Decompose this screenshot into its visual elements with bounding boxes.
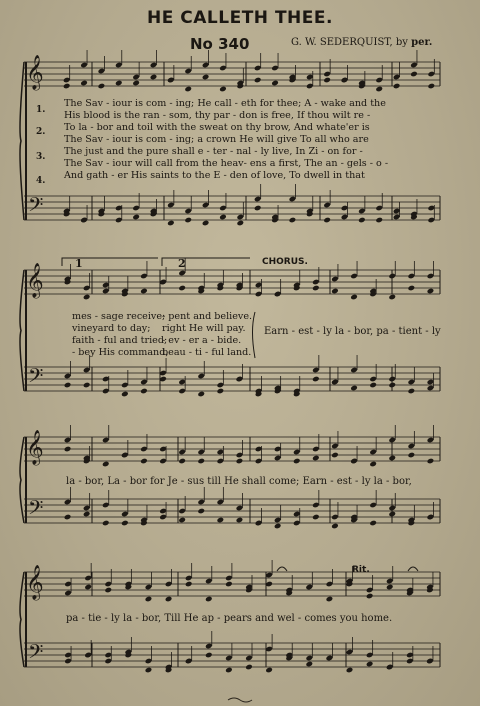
system-4-bass-clef-icon: 𝄢 [28, 640, 44, 668]
verse-number-1: 1. [36, 105, 46, 115]
lyric-line-5: The just and the pure shall e - ter - nal - ly live, In Zi - on for - [64, 146, 363, 157]
system-3-treble-clef-icon: 𝄞 [26, 430, 44, 465]
system-1-bass-note [289, 217, 297, 224]
system-2-bass-note [312, 376, 320, 383]
system-1-treble-note [184, 86, 192, 93]
system-2-treble-clef-icon: 𝄞 [26, 263, 44, 298]
system-2-treble-note [408, 285, 416, 292]
ending2-line-2: right He will pay. [162, 323, 246, 334]
hymn-number: No 340 [190, 35, 250, 53]
system-1-bass-note [219, 214, 227, 221]
flourish-ornament [228, 698, 252, 702]
system-4-treble-note [104, 587, 112, 594]
system-1-treble-note [63, 83, 71, 90]
system-1-treble-note [202, 74, 210, 81]
chorus-label: CHORUS. [262, 257, 308, 267]
system-1-bass-clef-icon: 𝄢 [28, 193, 44, 221]
system-2-bass-clef-icon: 𝄢 [28, 364, 44, 392]
system-1-treble-note [428, 83, 436, 90]
verse-number-3: 3. [36, 152, 46, 162]
system-3-treble-note [331, 452, 339, 459]
composer-per: per. [411, 37, 433, 48]
system-1-bass-note [237, 220, 245, 227]
system-1-bass-note [132, 214, 140, 221]
system-3-treble-note [427, 458, 435, 465]
system-3-bass-note [178, 517, 186, 524]
lyric-line-3: To la - bor and toil with the sweat on thy brow, And whate'er is [64, 122, 370, 133]
system-1-treble-note [98, 83, 106, 90]
system-1-treble-note [254, 77, 262, 84]
verse-number-4: 4. [36, 176, 46, 186]
system-1-treble-note [80, 80, 88, 87]
system-1-bass-note [323, 217, 331, 224]
system-4-treble-note [386, 584, 394, 591]
system-1-treble-note [219, 86, 227, 93]
system-3-treble-note [312, 455, 320, 462]
lyric-line-7: And gath - er His saints to the E - den of love, To dwell in that [64, 170, 365, 181]
system-4-bass-note [145, 667, 153, 674]
ending2-line-4: beau - ti - ful land. [162, 347, 252, 358]
system-4-bass-note [366, 661, 374, 668]
system-2-bass-note [369, 382, 377, 389]
system-1-treble-clef-icon: 𝄞 [26, 55, 44, 90]
fermata-icon [277, 567, 287, 571]
system-2-bass-note [140, 388, 148, 395]
system-1-brace [20, 62, 24, 220]
system-4-treble-clef-icon: 𝄞 [26, 565, 44, 600]
ending1-line-3: faith - ful and tried; [72, 335, 168, 346]
system-2-bass-note [217, 388, 225, 395]
system-3-bass-note [197, 508, 205, 515]
system-3-treble-note [369, 461, 377, 468]
system-1-bass-note [375, 217, 383, 224]
system-2-treble-note [312, 285, 320, 292]
system-2-bass-note [121, 391, 129, 398]
system-1-treble-note [115, 80, 123, 87]
lyric-line-2: His blood is the ran - som, thy par - don is free, If thou wilt re - [64, 110, 371, 121]
system-4-bass-note [306, 661, 314, 668]
system-2-brace [20, 270, 24, 391]
chorus-lyric-3: pa - tie - ly la - bor, Till He ap - pears and wel - comes you home. [66, 613, 393, 624]
system-1-bass-note [202, 220, 210, 227]
system-1-treble-note [393, 83, 401, 90]
system-2-treble-note [350, 294, 358, 301]
system-1-treble-note [132, 80, 140, 87]
system-3-treble-note [197, 458, 205, 465]
system-2-treble-note [331, 288, 339, 295]
system-3-bass-note [64, 514, 72, 521]
system-3-bass-note [83, 511, 91, 518]
lyric-line-6: The Sav - iour will call from the heav- ens a first, The an - gels - o - [64, 158, 389, 169]
ending1-line-1: mes - sage receive; [72, 311, 166, 322]
system-3-brace [20, 437, 24, 523]
system-1-treble-note [323, 77, 331, 84]
lyric-line-4: The Sav - iour is com - ing; a crown He will give To all who are [64, 134, 369, 145]
system-4-bass-note [265, 667, 273, 674]
system-4-bass-note [225, 667, 233, 674]
system-4-treble-note [165, 596, 173, 603]
chorus-lyric-2: la - bor, La - bor for Je - sus till He shall come; Earn - est - ly la - bor, [66, 476, 412, 487]
system-3-treble-note [102, 461, 110, 468]
system-1-bass-note [358, 217, 366, 224]
chorus-lyric-1: Earn - est - ly la - bor, pa - tient - ly [264, 326, 441, 337]
system-3-bass-note [331, 523, 339, 530]
system-3-treble-note [140, 458, 148, 465]
system-2-bass-note [388, 382, 396, 389]
first-ending-label: 1 [75, 257, 83, 270]
system-3-treble-note [408, 452, 416, 459]
system-2-bass-note [197, 391, 205, 398]
system-3-bass-note [369, 520, 377, 527]
second-ending-label: 2 [178, 257, 186, 270]
system-1-treble-note [271, 80, 279, 87]
ending1-line-4: - bey His command, [72, 347, 169, 358]
system-4-treble-note [185, 581, 193, 588]
system-1-bass-note [254, 205, 262, 212]
system-1-bass-note [184, 217, 192, 224]
system-4-bass-note [346, 667, 354, 674]
system-4-treble-note [225, 581, 233, 588]
system-1-treble-note [410, 71, 418, 78]
system-3-treble-note [388, 455, 396, 462]
system-1-bass-note [167, 220, 175, 227]
composer-suffix: by [395, 37, 408, 48]
system-4-bass-note [245, 664, 253, 671]
system-2-bass-note [83, 382, 91, 389]
verse-number-2: 2. [36, 127, 46, 137]
system-3-treble-note [293, 458, 301, 465]
lyric-group-brace [253, 312, 256, 358]
system-2-bass-note [350, 385, 358, 392]
system-3-treble-note [64, 446, 72, 453]
ending2-line-3: - ev - er a - bide. [162, 335, 242, 346]
system-4-treble-note [366, 593, 374, 600]
lyric-line-1: The Sav - iour is com - ing; He call - eth for thee; A - wake and the [64, 98, 386, 109]
system-1-treble-note [150, 74, 158, 81]
system-4-treble-note [205, 596, 213, 603]
system-3-bass-note [312, 514, 320, 521]
system-2-treble-note [388, 294, 396, 301]
system-2-treble-note [427, 288, 435, 295]
system-3-bass-note [274, 523, 282, 530]
system-2-treble-note [83, 294, 91, 301]
fermata-icon [408, 567, 418, 571]
system-3-bass-note [236, 517, 244, 524]
ritardando-mark: Rit. [352, 565, 370, 575]
system-3-bass-note [388, 511, 396, 518]
system-4-treble-note [84, 584, 92, 591]
composer-name: G. W. SEDERQUIST, [291, 37, 393, 48]
system-3-bass-clef-icon: 𝄢 [28, 496, 44, 524]
system-4-brace [20, 572, 24, 667]
second-ending-bracket [162, 258, 250, 266]
hymn-title: HE CALLETH THEE. [147, 8, 333, 28]
system-2-treble-note [140, 288, 148, 295]
system-3-bass-note [102, 520, 110, 527]
system-2-treble-note [178, 285, 186, 292]
system-2-bass-note [64, 382, 72, 389]
system-2-bass-note [408, 388, 416, 395]
system-3-bass-note [121, 520, 129, 527]
system-3-treble-note [178, 458, 186, 465]
system-4-bass-note [205, 652, 213, 659]
system-3-bass-note [217, 517, 225, 524]
system-1-treble-note [375, 86, 383, 93]
system-4-treble-note [326, 596, 334, 603]
system-3-treble-note [236, 458, 244, 465]
ending2-line-1: - pent and believe. [162, 311, 253, 322]
ending1-line-2: vineyard to day; [72, 323, 151, 334]
system-4-treble-note [145, 596, 153, 603]
